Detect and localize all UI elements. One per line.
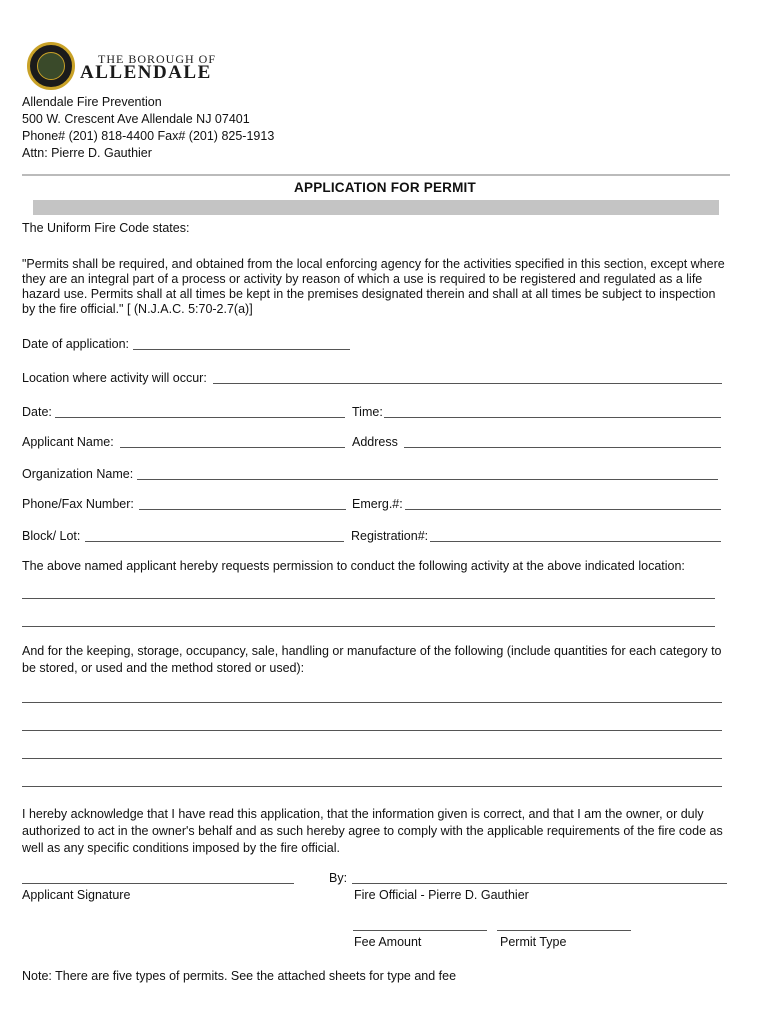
address-line-3: Phone# (201) 818-4400 Fax# (201) 825-1913 [22, 129, 275, 143]
applicant-name-field[interactable] [120, 447, 345, 448]
date-field[interactable] [55, 417, 345, 418]
location-label: Location where activity will occur: [22, 371, 207, 385]
block-lot-label: Block/ Lot: [22, 529, 81, 543]
materials-line-4[interactable] [22, 786, 722, 787]
applicant-name-label: Applicant Name: [22, 435, 114, 449]
registration-label: Registration#: [351, 529, 429, 543]
time-field[interactable] [384, 417, 721, 418]
materials-line-2[interactable] [22, 730, 722, 731]
time-label: Time: [352, 405, 383, 419]
address-label: Address [352, 435, 398, 449]
organization-name-field[interactable] [137, 479, 718, 480]
permit-type-label: Permit Type [500, 935, 567, 949]
organization-name-label: Organization Name: [22, 467, 134, 481]
materials-line-3[interactable] [22, 758, 722, 759]
activity-line-1[interactable] [22, 598, 715, 599]
address-field[interactable] [404, 447, 721, 448]
block-lot-field[interactable] [85, 541, 344, 542]
fire-official-signature-field[interactable] [352, 883, 727, 884]
logo-allendale-text: ALLENDALE [80, 62, 212, 83]
address-line-4: Attn: Pierre D. Gauthier [22, 146, 152, 160]
address-line-1: Allendale Fire Prevention [22, 95, 162, 109]
date-label: Date: [22, 405, 52, 419]
by-label: By: [329, 871, 348, 885]
date-of-application-label: Date of application: [22, 337, 130, 351]
seal-center-emblem [37, 52, 65, 80]
registration-field[interactable] [430, 541, 721, 542]
keeping-text: And for the keeping, storage, occupancy, sale, handling or manufacture of the following (include quantities for each category to be stored, or used and the method stored or used): [22, 644, 722, 675]
emerg-label: Emerg.#: [352, 497, 403, 511]
fire-code-quote: "Permits shall be required, and obtained from the local enforcing agency for the activities specified in this section, except where they are an integral part of a process or activity by reason of which a use is required to be registered and regulated as a life hazard use. Permits shall at all times be kept in the premises designated therein and shall at all times be subject to inspection by the fire official." [ (N.J.A.C. 5:70-2.7(a)] [22, 257, 725, 316]
address-line-2: 500 W. Crescent Ave Allendale NJ 07401 [22, 112, 250, 126]
emerg-field[interactable] [405, 509, 721, 510]
date-of-application-field[interactable] [133, 349, 350, 350]
acknowledge-text: I hereby acknowledge that I have read this application, that the information given is correct, and that I am the owner, or duly authorized to act in the owner's behalf and as such hereby agree to comply with the applicable requirements of the fire code as well as any specific conditions imposed by the fire official. [22, 807, 723, 855]
location-field[interactable] [213, 383, 722, 384]
request-text: The above named applicant hereby requests permission to conduct the following activity at the above indicated location: [22, 559, 685, 573]
gray-band-divider [33, 200, 719, 215]
permit-type-field[interactable] [497, 930, 631, 931]
fee-amount-field[interactable] [353, 930, 487, 931]
header-rule [22, 174, 730, 176]
phone-fax-field[interactable] [139, 509, 346, 510]
permit-types-note: Note: There are five types of permits. See the attached sheets for type and fee [22, 969, 457, 983]
logo-borough-text: THE BOROUGH OF [98, 52, 217, 66]
applicant-signature-label: Applicant Signature [22, 888, 131, 902]
fire-official-label: Fire Official - Pierre D. Gauthier [354, 888, 529, 902]
borough-seal-logo [27, 42, 75, 90]
form-title: APPLICATION FOR PERMIT [294, 180, 476, 195]
fee-amount-label: Fee Amount [354, 935, 422, 949]
applicant-signature-field[interactable] [22, 883, 294, 884]
materials-line-1[interactable] [22, 702, 722, 703]
activity-line-2[interactable] [22, 626, 715, 627]
intro-text: The Uniform Fire Code states: [22, 221, 190, 235]
phone-fax-label: Phone/Fax Number: [22, 497, 134, 511]
